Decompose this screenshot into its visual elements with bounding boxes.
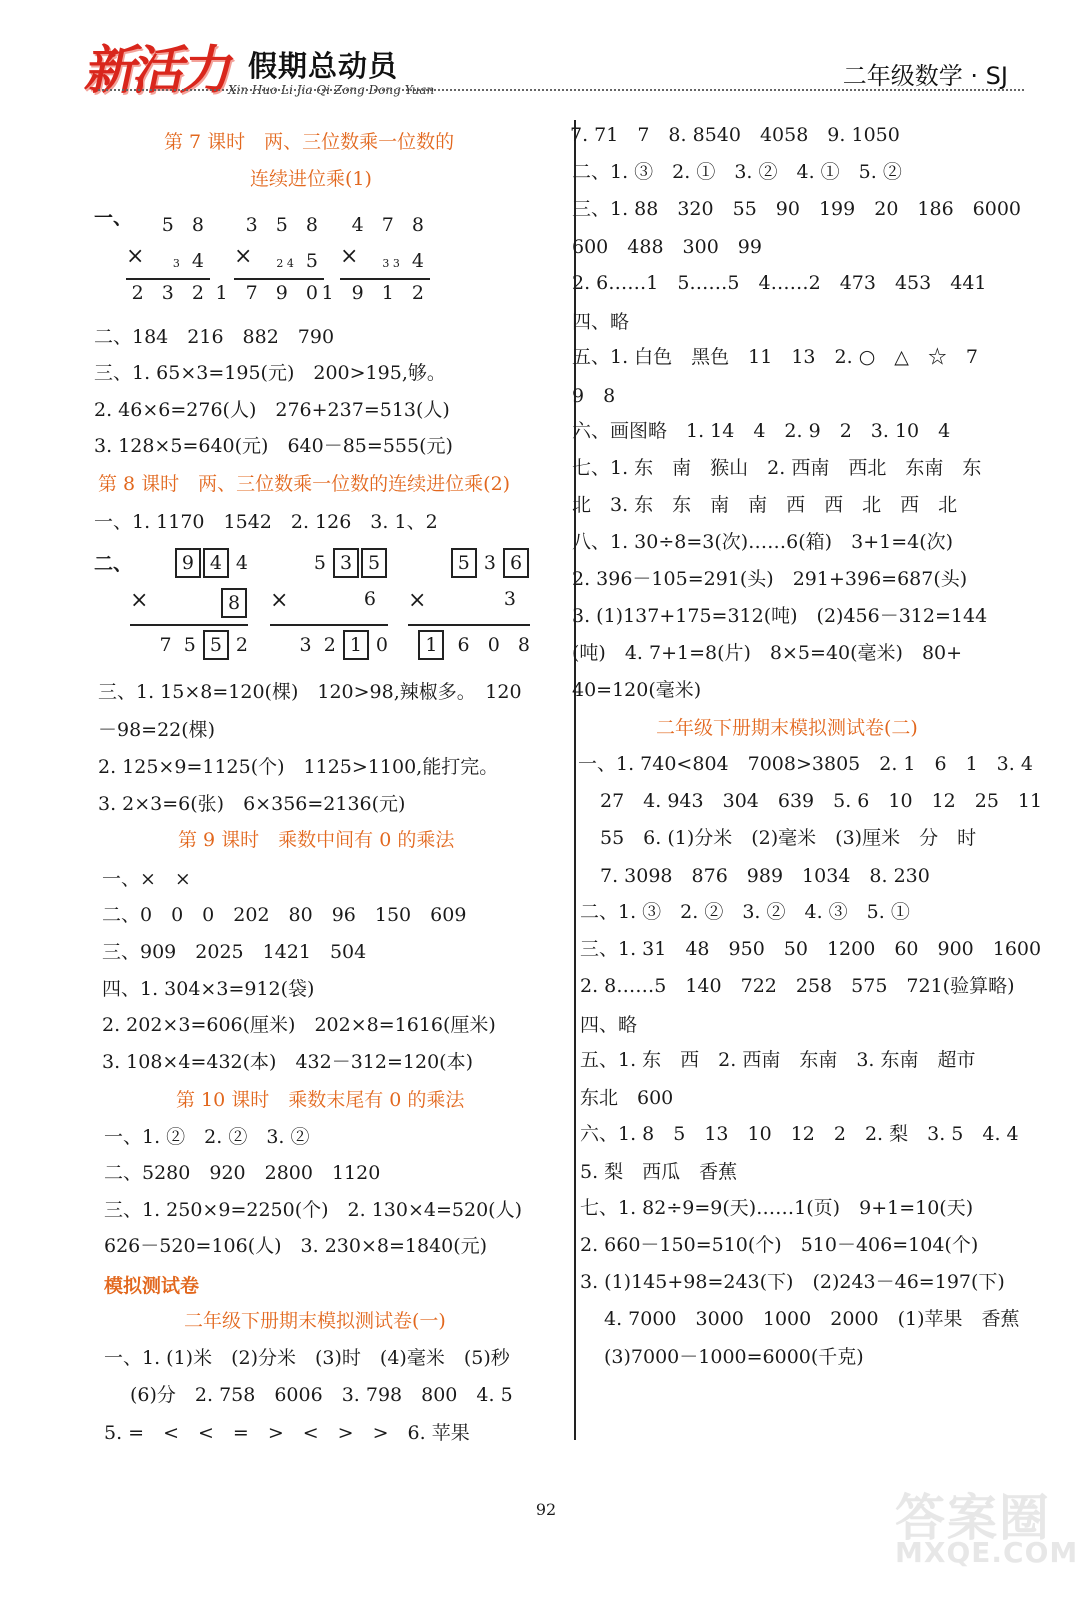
answer-line: 一、1. 1170 1542 2. 126 3. 1、2	[94, 511, 438, 533]
answer-line: 五、1. 白色 黑色 11 13 2. ○ △ ☆ 7	[572, 346, 978, 368]
digit: 2	[235, 634, 248, 656]
answer-line: 北 3. 东 东 南 南 西 西 北 西 北	[572, 494, 958, 516]
boxed-multiplication	[270, 548, 388, 660]
multiplier: 6	[363, 588, 382, 610]
vertical-multiplication	[215, 214, 324, 304]
answer-line: 55 6. (1)分米 (2)毫米 (3)厘米 分 时	[600, 827, 977, 849]
boxed-multiplication	[408, 548, 530, 660]
boxed-multiplication	[130, 548, 248, 660]
answer-line: 3. 128×5=640(元) 640－85=555(元)	[94, 435, 453, 457]
answer-line: 一、× ×	[102, 868, 191, 890]
lesson-heading: 连续进位乘(1)	[250, 168, 372, 190]
boxed-digit: 3	[333, 548, 359, 578]
answer-line: (3)7000－1000=6000(千克)	[604, 1346, 864, 1368]
answer-line: 3. 2×3=6(张) 6×356=2136(元)	[98, 793, 406, 815]
digit: 8	[517, 634, 530, 656]
digit: 0	[375, 634, 388, 656]
answer-line: 四、1. 304×3=912(袋)	[102, 978, 315, 1000]
answer-line: 三、1. 250×9=2250(个) 2. 130×4=520(人)	[104, 1199, 522, 1221]
digit: 3	[483, 552, 496, 574]
answer-line: 三、1. 65×3=195(元) 200>195,够。	[94, 362, 446, 384]
answer-line: 一、1. ② 2. ② 3. ②	[104, 1126, 310, 1148]
product: 1 9 1 2	[321, 282, 430, 304]
answer-line: 八、1. 30÷8=3(次)……6(箱) 3+1=4(次)	[572, 531, 954, 553]
carry-digits: 3	[172, 257, 180, 270]
answer-line: 二、0 0 0 202 80 96 150 609	[102, 904, 467, 926]
times-sign: ×	[130, 588, 149, 613]
answer-line: 5. = < < = > < > > 6. 苹果	[104, 1422, 470, 1444]
answer-line: 六、画图略 1. 14 4 2. 9 2 3. 10 4	[572, 420, 951, 442]
answer-line: 三、1. 15×8=120(棵) 120>98,辣椒多。 120	[98, 681, 522, 703]
answer-line: 二、1. ③ 2. ① 3. ② 4. ① 5. ②	[572, 161, 902, 183]
answer-line: 3. (1)145+98=243(下) (2)243－46=197(下)	[580, 1271, 1005, 1293]
answer-line: 七、1. 82÷9=9(天)……1(页) 9+1=10(天)	[580, 1197, 974, 1219]
answer-line: 9 8	[572, 385, 616, 407]
multiplier: 5	[305, 250, 324, 272]
answer-line: 四、略	[572, 311, 630, 333]
answer-line: 一、1. (1)米 (2)分米 (3)时 (4)毫米 (5)秒	[104, 1347, 510, 1369]
boxed-digit: 5	[361, 548, 387, 578]
multiplier: 3	[503, 588, 522, 610]
answer-line: 四、略	[580, 1014, 638, 1036]
product: 1 7 9 0	[215, 282, 324, 304]
digit: 3	[299, 634, 312, 656]
vertical-multiplication	[321, 214, 430, 304]
times-sign: ×	[234, 244, 253, 269]
boxed-digit: 1	[418, 630, 444, 660]
lesson-heading: 第 10 课时 乘数末尾有 0 的乘法	[176, 1089, 465, 1111]
digit: 5	[183, 634, 196, 656]
answer-line: 二、1. ③ 2. ② 3. ② 4. ③ 5. ①	[580, 901, 910, 923]
watermark-logo: 答案圈	[895, 1489, 1051, 1547]
answer-line: 3. (1)137+175=312(吨) (2)456－312=144	[572, 605, 988, 627]
boxed-digit: 1	[343, 630, 369, 660]
answer-line: 7. 3098 876 989 1034 8. 230	[600, 865, 930, 887]
boxed-digit: 9	[175, 548, 201, 578]
product: 2 3 2	[131, 282, 210, 304]
multiplier: 4	[191, 250, 210, 272]
subject-label: 二年级数学 · SJ	[842, 62, 1008, 90]
lesson-heading: 第 9 课时 乘数中间有 0 的乘法	[178, 829, 455, 851]
logo-pinyin: Xin Huo Li Jia Qi Zong Dong Yuan	[228, 83, 435, 97]
answer-line: 三、909 2025 1421 504	[102, 941, 367, 963]
product-rule	[340, 278, 430, 280]
answer-line: 5. 梨 西瓜 香蕉	[580, 1161, 738, 1183]
vertical-multiplication	[126, 214, 210, 304]
multiplier: 4	[411, 250, 430, 272]
digit: 7	[159, 634, 172, 656]
lesson-heading: 第 8 课时 两、三位数乘一位数的连续进位乘(2)	[98, 473, 511, 495]
answer-line: (吨) 4. 7+1=8(片) 8×5=40(毫米) 80+	[572, 642, 963, 664]
multiplicand: 5 8	[161, 214, 210, 236]
product-rule	[234, 278, 324, 280]
section-heading: 模拟测试卷	[104, 1275, 200, 1297]
watermark-url: MXQE.COM	[895, 1536, 1079, 1569]
product-rule	[270, 624, 388, 626]
times-sign: ×	[126, 244, 145, 269]
answer-line: 2. 396－105=291(头) 291+396=687(头)	[572, 568, 968, 590]
product-rule	[130, 624, 248, 626]
watermark	[895, 1478, 1079, 1570]
lesson-heading: 第 7 课时 两、三位数乘一位数的	[164, 131, 455, 153]
answer-line: 东北 600	[580, 1087, 674, 1109]
answer-line: 3. 108×4=432(本) 432－312=120(本)	[102, 1051, 473, 1073]
times-sign: ×	[340, 244, 359, 269]
answer-line: 二、184 216 882 790	[94, 326, 335, 348]
answer-line: 600 488 300 99	[572, 236, 762, 258]
answer-line: 40=120(毫米)	[572, 679, 702, 701]
digit: 0	[487, 634, 500, 656]
times-sign: ×	[408, 588, 427, 613]
answer-line: 三、1. 88 320 55 90 199 20 186 6000	[572, 198, 1022, 220]
answer-line: 626－520=106(人) 3. 230×8=1840(元)	[104, 1235, 488, 1257]
answer-line: 三、1. 31 48 950 50 1200 60 900 1600	[580, 938, 1042, 960]
logo-title: 假期总动员	[248, 49, 399, 83]
exam-heading: 二年级下册期末模拟测试卷(二)	[656, 717, 918, 739]
carry-digits: 2 4	[276, 257, 294, 270]
multiplicand: 4 7 8	[351, 214, 430, 236]
boxed-digit: 5	[203, 630, 229, 660]
boxed-digit: 6	[503, 548, 529, 578]
answer-line: 27 4. 943 304 639 5. 6 10 12 25 11	[600, 790, 1043, 812]
answer-line: －98=22(棵)	[98, 719, 216, 741]
section-label: 二、	[94, 553, 133, 575]
answer-line: 2. 8……5 140 722 258 575 721(验算略)	[580, 975, 1015, 997]
answer-line: 二、5280 920 2800 1120	[104, 1162, 381, 1184]
multiplicand: 3 5 8	[245, 214, 324, 236]
answer-line: 2. 6……1 5……5 4……2 473 453 441	[572, 272, 987, 294]
logo-brush-text: 新活力	[80, 40, 238, 101]
boxed-digit: 4	[203, 548, 229, 578]
answer-line: 2. 202×3=606(厘米) 202×8=1616(厘米)	[102, 1014, 496, 1036]
header-divider	[98, 89, 1024, 91]
answer-line: 2. 125×9=1125(个) 1125>1100,能打完。	[98, 756, 499, 778]
answer-line: 7. 71 7 8. 8540 4058 9. 1050	[570, 124, 900, 146]
answer-line: 七、1. 东 南 猴山 2. 西南 西北 东南 东	[572, 457, 982, 479]
boxed-digit: 8	[221, 588, 247, 618]
answer-line: 2. 46×6=276(人) 276+237=513(人)	[94, 399, 450, 421]
answer-line: 六、1. 8 5 13 10 12 2 2. 梨 3. 5 4. 4	[580, 1123, 1019, 1145]
answer-line: 4. 7000 3000 1000 2000 (1)苹果 香蕉	[604, 1308, 1020, 1330]
digit: 5	[313, 552, 326, 574]
section-label: 一、	[94, 207, 133, 229]
digit: 2	[323, 634, 336, 656]
answer-line: 一、1. 740<804 7008>3805 2. 1 6 1 3. 4	[578, 753, 1033, 775]
boxed-digit: 5	[451, 548, 477, 578]
digit: 6	[457, 634, 470, 656]
answer-line: 五、1. 东 西 2. 西南 东南 3. 东南 超市	[580, 1049, 976, 1071]
brand-logo	[80, 28, 448, 106]
exam-heading: 二年级下册期末模拟测试卷(一)	[184, 1310, 446, 1332]
times-sign: ×	[270, 588, 289, 613]
answer-line: 2. 660－150=510(个) 510－406=104(个)	[580, 1234, 979, 1256]
carry-digits: 3 3	[382, 257, 400, 270]
page-number: 92	[535, 1500, 557, 1519]
digit: 4	[235, 552, 248, 574]
answer-line: (6)分 2. 758 6006 3. 798 800 4. 5	[130, 1384, 513, 1406]
product-rule	[126, 278, 210, 280]
product-rule	[408, 624, 530, 626]
